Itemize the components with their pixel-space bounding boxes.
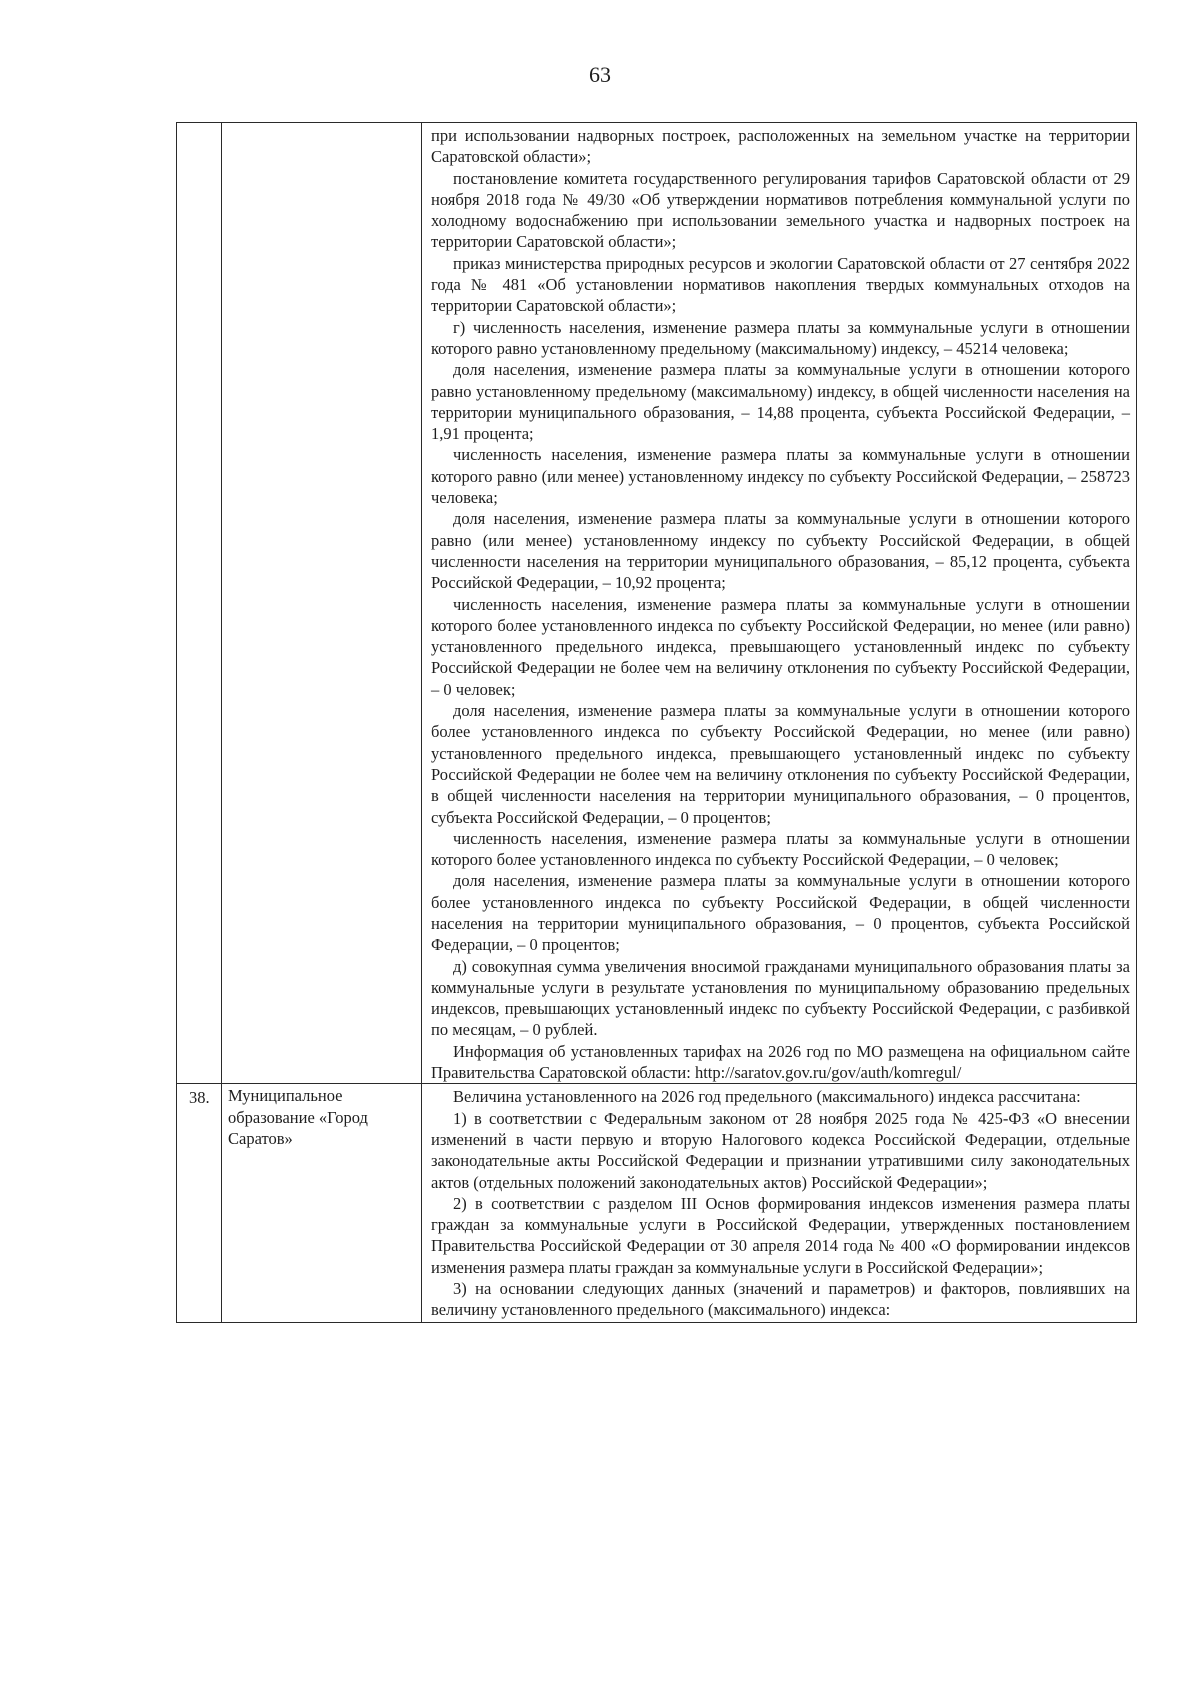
paragraph: численность населения, изменение размера платы за коммунальные услуги в отношении которого более установленного индекса по субъекту Российской Федерации, но менее (или равно) установленного предельного индекса, превышающего установленный индекс по субъекту Российской Федерации не более чем на величину отклонения по субъекту Российской Федерации, – 0 человек; (431, 594, 1130, 699)
page-number: 63 (589, 62, 611, 87)
description-cell (422, 123, 1137, 1084)
paragraph: доля населения, изменение размера платы за коммунальные услуги в отношении которого более установленного индекса по субъекту Российской Федерации, в общей численности населения на территории муниципального образования, – 0 процентов, субъекта Российской Федерации, – 0 процентов; (431, 871, 1130, 955)
paragraph: постановление комитета государственного регулирования тарифов Саратовской области от 29 ноября 2018 года № 49/30 «Об утверждении нормативов потребления коммунальной услуги по холодному водоснабжению при использовании земельного участка и надворных построек на территории Саратовской области»; (431, 168, 1130, 252)
paragraph: численность населения, изменение размера платы за коммунальные услуги в отношении которого равно (или менее) установленному индексу по субъекту Российской Федерации, – 258723 человека; (431, 445, 1130, 508)
paragraph: д) совокупная сумма увеличения вносимой гражданами муниципального образования платы за коммунальные услуги в результате установления по муниципальному образованию предельных индексов, превышающих установленный индекс по субъекту Российской Федерации, с разбивкой по месяцам, – 0 рублей. (431, 956, 1130, 1040)
description-cell (422, 1084, 1137, 1322)
paragraph: Величина установленного на 2026 год предельного (максимального) индекса рассчитана: (453, 1087, 1081, 1107)
paragraph: приказ министерства природных ресурсов и экологии Саратовской области от 27 сентября 2022 года № 481 «Об установлении нормативов накопления твердых коммунальных отходов на территории Саратовской области»; (431, 253, 1130, 316)
table-row (177, 123, 1137, 1084)
paragraph: доля населения, изменение размера платы за коммунальные услуги в отношении которого более установленного индекса по субъекту Российской Федерации, но менее (или равно) установленного предельного индекса, превышающего установленный индекс по субъекту Российской Федерации не более чем на величину отклонения по субъекту Российской Федерации, в общей численности населения на территории муниципального образования, – 0 процентов, субъекта Российской Федерации, – 0 процентов; (431, 701, 1130, 827)
paragraph: при использовании надворных построек, расположенных на земельном участке на территории Саратовской области»; (431, 126, 1130, 167)
row-number-cell (177, 123, 222, 1084)
paragraph: Информация об установленных тарифах на 2026 год по МО размещена на официальном сайте Правительства Саратовской области: http://saratov.gov.ru/gov/auth/komregul/ (431, 1041, 1130, 1083)
municipality-name-cell (222, 123, 422, 1084)
paragraph: 3) на основании следующих данных (значений и параметров) и факторов, повлиявших на величину установленного предельного (максимального) индекса: (431, 1279, 1130, 1320)
paragraph: доля населения, изменение размера платы за коммунальные услуги в отношении которого равно (или менее) установленному индексу по субъекту Российской Федерации, в общей численности населения на территории муниципального образования, – 85,12 процента, субъекта Российской Федерации, – 10,92 процента; (431, 509, 1130, 593)
paragraph: 2) в соответствии с разделом III Основ формирования индексов изменения размера платы граждан за коммунальные услуги в Российской Федерации, утвержденных постановлением Правительства Российской Федерации от 30 апреля 2014 года № 400 «О формировании индексов изменения размера платы граждан за коммунальные услуги в Российской Федерации»; (431, 1193, 1130, 1277)
paragraph: г) численность населения, изменение размера платы за коммунальные услуги в отношении которого равно установленному предельному (максимальному) индексу, – 45214 человека; (431, 317, 1130, 358)
table-row (177, 1084, 1137, 1322)
paragraph: численность населения, изменение размера платы за коммунальные услуги в отношении которого более установленного индекса по субъекту Российской Федерации, – 0 человек; (431, 828, 1130, 870)
document-table (176, 122, 1137, 1323)
municipality-name-cell: Муниципальное образование «Город Саратов» (222, 1084, 422, 1322)
paragraph: доля населения, изменение размера платы за коммунальные услуги в отношении которого равно установленному предельному (максимальному) индексу, в общей численности населения на территории муниципального образования, – 14,88 процента, субъекта Российской Федерации, – 1,91 процента; (431, 360, 1130, 444)
paragraph: 1) в соответствии с Федеральным законом от 28 ноября 2025 года № 425-ФЗ «О внесении изменений в части первую и вторую Налогового кодекса Российской Федерации, отдельные законодательные акты Российской Федерации и признании утратившими силу законодательных актов (отдельных положений законодательных актов) Российской Федерации»; (431, 1108, 1130, 1192)
row-number-cell: 38. (177, 1084, 222, 1322)
